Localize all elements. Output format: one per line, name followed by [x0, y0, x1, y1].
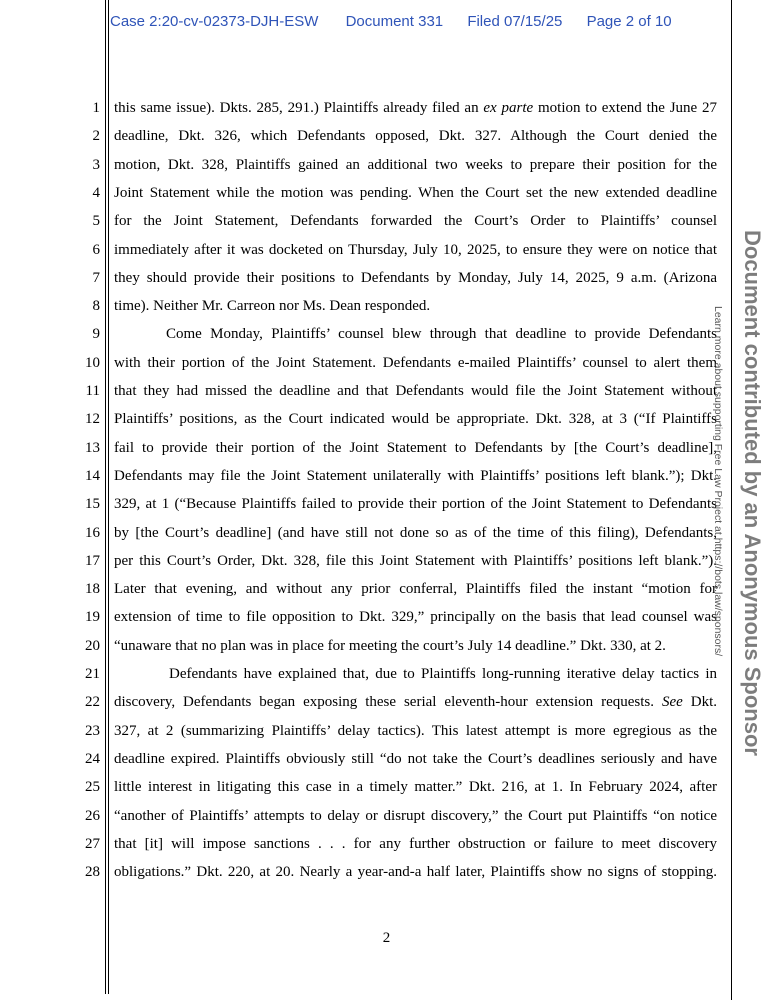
line-number: 10 [85, 354, 100, 371]
line-number: 4 [92, 184, 100, 201]
body-line: Joint Statement while the motion was pending. When the Court set the new extended deadline [114, 184, 717, 201]
body-line: Defendants have explained that, due to Plaintiffs long-running iterative delay tactics in [169, 666, 717, 682]
line-number: 11 [85, 383, 100, 399]
body-line: fail to provide their portion of the Joint Statement to Defendants by [the Court’s deadline], [114, 439, 717, 456]
line-number: 6 [92, 241, 100, 258]
line-number: 19 [85, 609, 100, 626]
body-line: Defendants may file the Joint Statement unilaterally with Plaintiffs’ positions left blank.”); Dkt. [114, 467, 717, 484]
body-line: Later that evening, and without any prior conferral, Plaintiffs filed the instant “motion for [114, 581, 717, 598]
header-filed-date: Filed 07/15/25 [467, 13, 563, 30]
body-line: time). Neither Mr. Carreon nor Ms. Dean responded. [114, 298, 431, 315]
sponsor-watermark-link: Learn more about supporting Free Law Project at https://bots.law/sponsors/ [712, 306, 724, 657]
body-line: they should provide their positions to Defendants by Monday, July 14, 2025, 9 a.m. (Arizona [114, 269, 717, 286]
line-number: 5 [92, 213, 100, 230]
line-number: 15 [85, 496, 100, 513]
line-number: 16 [85, 524, 100, 541]
body-line: “unaware that no plan was in place for meeting the court’s July 14 deadline.” Dkt. 330, at 2. [114, 637, 666, 654]
line-number: 28 [85, 864, 100, 881]
body-line: extension of time to file opposition to Dkt. 329,” principally on the basis that lead counsel was [114, 609, 717, 626]
body-line: that [it] will impose sanctions . . . for any further obstruction or failure to meet discovery [114, 835, 717, 852]
line-number: 25 [85, 779, 100, 796]
body-line: little interest in litigating this case in a timely matter.” Dkt. 216, at 1. In February 2024, after [114, 779, 717, 796]
pleading-rule-right [731, 0, 732, 1000]
body-line: that they had missed the deadline and that Defendants would file the Joint Statement without [114, 383, 717, 399]
body-line: motion, Dkt. 328, Plaintiffs gained an additional two weeks to prepare their position for the [114, 156, 717, 173]
body-line: with their portion of the Joint Statement. Defendants e-mailed Plaintiffs’ counsel to alert them [114, 354, 717, 371]
line-number: 8 [92, 298, 100, 315]
line-number: 9 [92, 326, 100, 343]
line-number: 27 [85, 835, 100, 852]
line-number: 17 [85, 552, 100, 569]
body-line: 329, at 1 (“Because Plaintiffs failed to provide their portion of the Joint Statement to Defendants [114, 496, 717, 513]
body-line: Come Monday, Plaintiffs’ counsel blew through that deadline to provide Defendants [166, 326, 717, 343]
line-number: 7 [92, 269, 100, 286]
body-line: by [the Court’s deadline] (and have still not done so as of the time of this filing), Defendants, [114, 524, 717, 541]
ecf-header [110, 13, 672, 30]
body-line: this same issue). Dkts. 285, 291.) Plaintiffs already filed an ex parte motion to extend the June 27 [114, 100, 717, 116]
body-line: obligations.” Dkt. 220, at 20. Nearly a year-and-a half later, Plaintiffs show no signs of stopping. [114, 864, 717, 881]
body-line: deadline expired. Plaintiffs obviously still “do not take the Court’s deadlines seriously and have [114, 750, 717, 767]
body-line: “another of Plaintiffs’ attempts to delay or disrupt discovery,” the Court put Plaintiffs “on notice [114, 807, 717, 824]
line-number: 12 [85, 411, 100, 428]
line-number: 2 [92, 128, 100, 145]
line-number: 13 [85, 439, 100, 456]
body-line: per this Court’s Order, Dkt. 328, file this Joint Statement with Plaintiffs’ positions left blank.”). [114, 552, 717, 569]
header-case-number: Case 2:20-cv-02373-DJH-ESW [110, 13, 319, 30]
page-number: 2 [382, 930, 391, 946]
italic-term: See [661, 694, 683, 711]
header-document-number: Document 331 [345, 13, 444, 30]
line-number: 23 [85, 722, 100, 739]
line-number: 3 [92, 156, 100, 173]
pleading-rule-left-inner [108, 0, 109, 994]
line-number: 20 [85, 637, 100, 654]
body-line: 327, at 2 (summarizing Plaintiffs’ delay tactics). This latest attempt is more egregious as the [114, 722, 717, 739]
body-line: deadline, Dkt. 326, which Defendants opposed, Dkt. 327. Although the Court denied the [114, 128, 717, 145]
body-line: immediately after it was docketed on Thursday, July 10, 2025, to ensure they were on notice that [114, 241, 717, 258]
line-number: 14 [85, 467, 100, 484]
body-line: discovery, Defendants began exposing these serial eleventh-hour extension requests. See Dkt. [114, 694, 718, 711]
header-page-count: Page 2 of 10 [586, 13, 672, 30]
sponsor-watermark: Document contributed by an Anonymous Sponsor [740, 230, 765, 756]
line-number: 21 [85, 666, 100, 682]
pleading-rule-left-outer [105, 0, 106, 994]
line-number: 24 [85, 750, 100, 767]
line-number: 26 [85, 807, 100, 824]
line-number: 1 [92, 100, 100, 116]
body-line: for the Joint Statement, Defendants forwarded the Court’s Order to Plaintiffs’ counsel [114, 213, 717, 230]
line-number: 18 [85, 581, 100, 598]
italic-term: ex parte [483, 100, 534, 116]
body-line: Plaintiffs’ positions, as the Court indicated would be appropriate. Dkt. 328, at 3 (“If Plaintiffs [114, 411, 717, 428]
line-number: 22 [85, 694, 100, 711]
